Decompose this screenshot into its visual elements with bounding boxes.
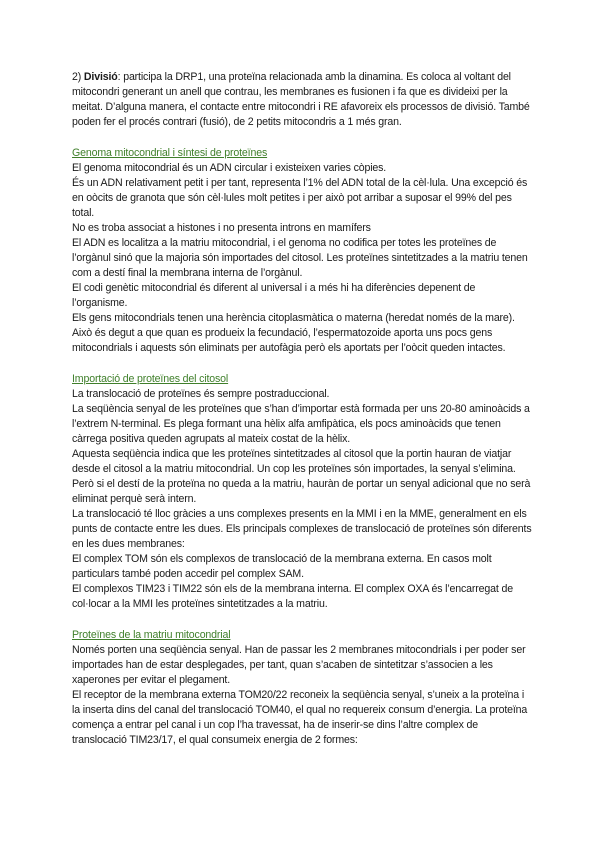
paragraph: No es troba associat a histones i no presenta introns en mamífers — [72, 222, 371, 234]
section-importacio — [72, 372, 532, 612]
paragraph: El complex TOM són els complexos de translocació de la membrana externa. En casos molt particulars també poden accedir pel complex SAM. — [72, 553, 492, 580]
paragraph: La translocació té lloc gràcies a uns complexes presents en la MMI i en la MME, generalment en els punts de contacte entre les dues. Els principals complexes de translocació de proteïnes són diferents en les dues membranes: — [72, 508, 532, 550]
paragraph: Aquesta seqüència indica que les proteïnes sintetitzades al citosol que la portin hauran de viatjar desde el citosol a la matriu mitocondrial. Un cop les proteïnes són importades, la senyal s’elimina. Però si el destí de la proteïna no queda a la matriu, hauràn de portar un senyal adicional que no serà eliminat perquè serà intern. — [72, 448, 531, 505]
paragraph: El genoma mitocondrial és un ADN circular i existeixen varies còpies. — [72, 162, 387, 174]
section-heading: Genoma mitocondrial i síntesi de proteïnes — [72, 147, 268, 159]
spacer — [72, 356, 532, 372]
paragraph: Els gens mitocondrials tenen una herència citoplasmàtica o materna (heredat només de la mare). Això és degut a que quan es produeix la fecundació, l’espermatozoide aporta uns pocs gens mitocondrials i aquests són eliminats per autofàgia però els aportats per l’oòcit queden intactes. — [72, 312, 515, 354]
paragraph: És un ADN relativament petit i per tant, representa l’1% del ADN total de la cèl·lula. Una excepció és en oòcits de granota que són cèl·lules molt petites i per això pot arribar a suposar el 99% del pes total. — [72, 177, 528, 219]
spacer — [72, 130, 532, 146]
division-text: : participa la DRP1, una proteïna relacionada amb la dinamina. Es coloca al voltant del mitocondri generant un anell que contrau, les membranes es fusionen i fa que es divideixi per la meitat. D’alguna manera, el contacte entre mitocondri i RE afavoreix els processos de divisió. També poden fer el procés contrari (fusió), de 2 petits mitocondris a 1 més gran. — [72, 71, 530, 128]
paragraph: El receptor de la membrana externa TOM20/22 reconeix la seqüència senyal, s’uneix a la proteïna i la inserta dins del canal del translocació TOM40, el qual no requereix consum d’energia. La proteïna comença a entrar pel canal i un cop l’ha travessat, ha de inserir-se dins l’altre complex de translocació TIM23/17, el qual consumeix energia de 2 formes: — [72, 689, 528, 746]
section-heading: Importació de proteïnes del citosol — [72, 373, 229, 385]
division-term: Divisió — [83, 71, 118, 83]
document-body — [72, 70, 532, 748]
section-matriu — [72, 628, 532, 748]
section-genoma — [72, 146, 532, 356]
paragraph: La seqüència senyal de les proteïnes que s’han d’importar està formada per uns 20-80 aminoàcids a l’extrem N-terminal. Es plega formant una hèlix alfa amfipàtica, els pocs aminoàcids que tenen càrrega positiva queden agrupats al mateix costat de la hèlix. — [72, 403, 530, 445]
spacer — [72, 612, 532, 628]
paragraph: El complexos TIM23 i TIM22 són els de la membrana interna. El complex OXA és l’encarregat de col·locar a la MMI les proteïnes sintetitzades a la matriu. — [72, 583, 513, 610]
paragraph: La translocació de proteïnes és sempre postraduccional. — [72, 388, 330, 400]
division-prefix: 2) — [72, 71, 84, 83]
paragraph: El codi genètic mitocondrial és diferent al universal i a més hi ha diferències depenent de l’organisme. — [72, 282, 476, 309]
paragraph: Només porten una seqüència senyal. Han de passar les 2 membranes mitocondrials i per poder ser importades han de estar desplegades, per tant, quan s’acaben de sintetitzar s’associen a les xaperones per evitar el plegament. — [72, 644, 526, 686]
division-paragraph — [72, 70, 532, 130]
paragraph: El ADN es localitza a la matriu mitocondrial, i el genoma no codifica per totes les proteïnes de l’orgànul sinó que la majoria són importades del citosol. Les proteïnes sintetitzades a la matriu tenen com a destí final la membrana interna de l’orgànul. — [72, 237, 528, 279]
section-heading: Proteïnes de la matriu mitocondrial — [72, 629, 231, 641]
